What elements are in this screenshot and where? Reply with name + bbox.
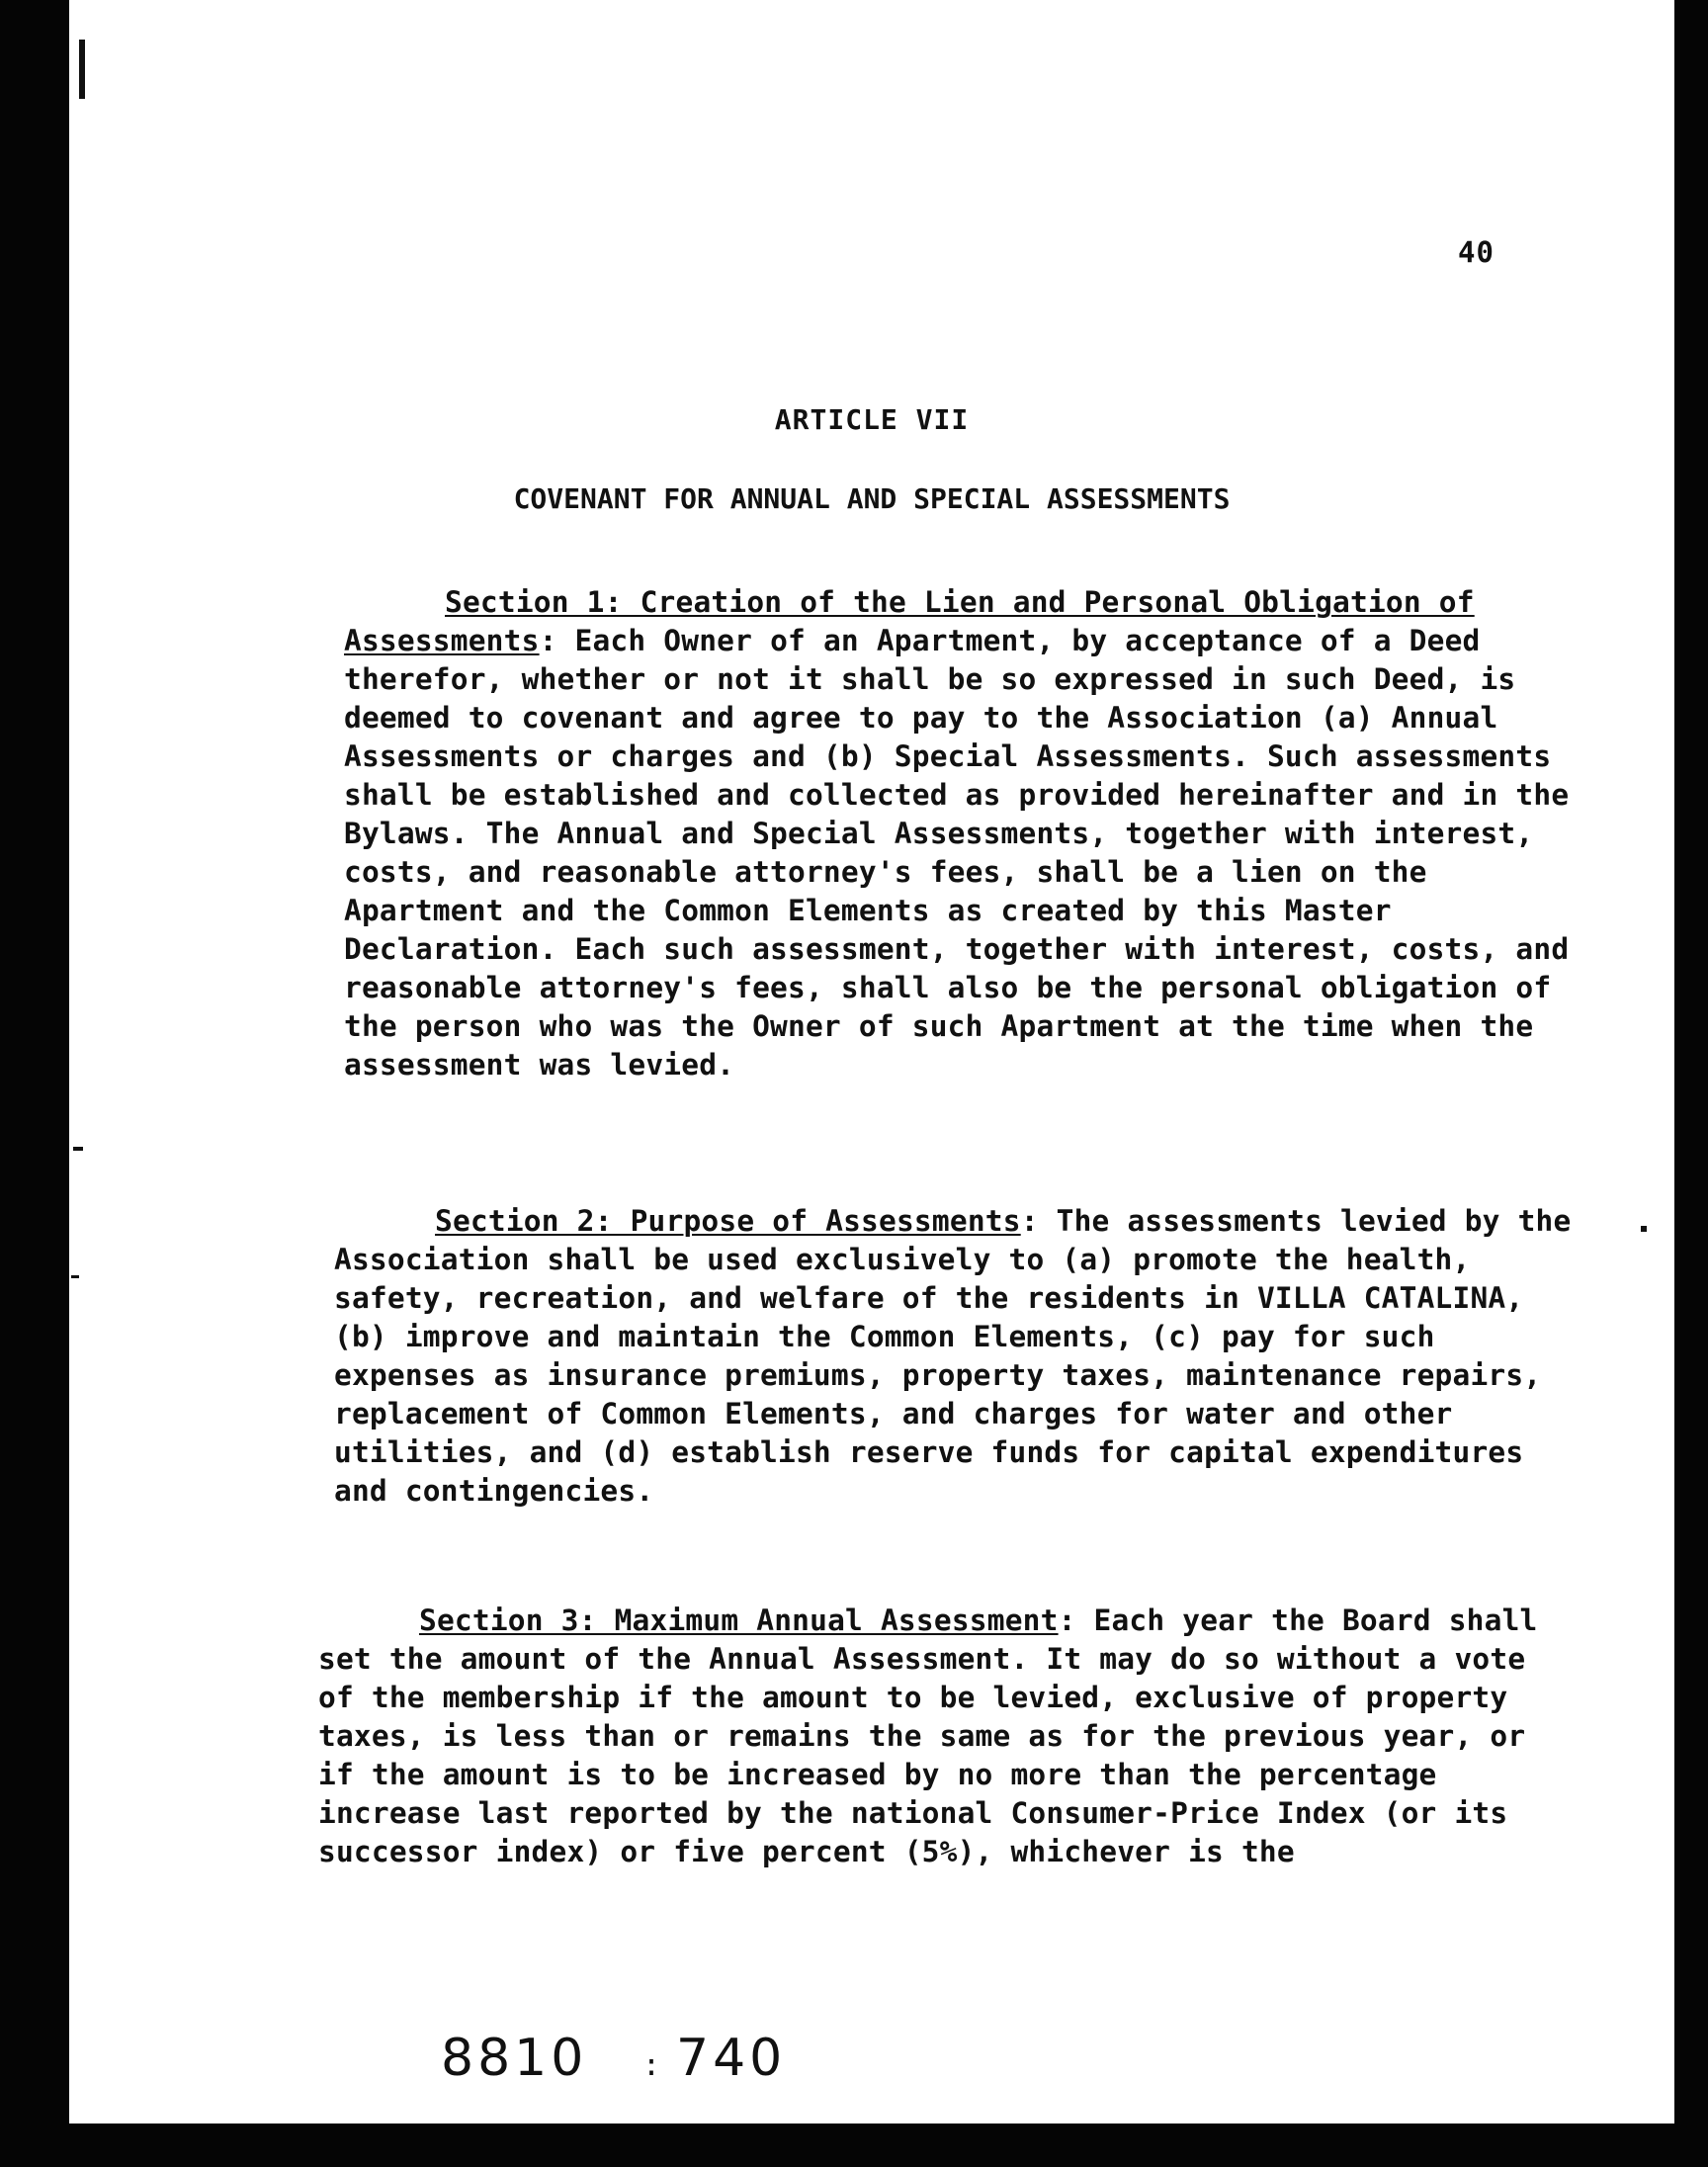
scan-border-bottom [0, 2124, 1708, 2167]
recording-page-stamp: 740 [676, 2029, 787, 2088]
article-title: ARTICLE VII [774, 403, 970, 436]
section-1-heading: Section 1: Creation of the Lien and Personal Obligation of Assessments [344, 584, 1475, 657]
scan-speck [79, 40, 85, 99]
recording-book-number: 8810 [441, 2029, 588, 2088]
scan-speck [1641, 1226, 1647, 1232]
scan-speck [71, 1275, 79, 1278]
scan-border-left [0, 0, 69, 2167]
scan-speck [73, 1147, 83, 1151]
section-3-body: : Each year the Board shall set the amount of the Annual Assessment. It may do so without a vote of the membership if the amount to be levied, exclusive of property taxes, is less than or remains the same as for the previous year, or if the amount is to be increased by no more than the percentage increase last reported by the national Consumer-Price Index (or its successor index) or five percent (5%), whichever is the [318, 1603, 1538, 1868]
stamp-separator: : [642, 2048, 661, 2083]
document-page [69, 0, 1674, 2124]
section-3-paragraph [318, 1602, 1564, 1871]
section-3-heading: Section 3: Maximum Annual Assessment [419, 1603, 1059, 1637]
section-1-body: : Each Owner of an Apartment, by acceptance of a Deed therefor, whether or not it shall be so expressed in such Deed, is deemed to covenant and agree to pay to the Association (a) Annual Assessments or charges and (b) Special Assessments. Such assessments shall be established and collected as provided hereinafter and in the Bylaws. The Annual and Special Assessments, together with interest, costs, and reasonable attorney's fees, shall be a lien on the Apartment and the Common Elements as created by this Master Declaration. Each such assessment, together with interest, costs, and reasonable attorney's fees, shall also be the personal obligation of the person who was the Owner of such Apartment at the time when the assessment was levied. [344, 623, 1570, 1082]
section-2-body: : The assessments levied by the Association shall be used exclusively to (a) promote the health, safety, recreation, and welfare of the residents in VILLA CATALINA, (b) improve and maintain the Common Elements, (c) pay for such expenses as insurance premiums, property taxes, maintenance repairs, replacement of Common Elements, and charges for water and other utilities, and (d) establish reserve funds for capital expenditures and contingencies. [334, 1203, 1572, 1508]
page-number: 40 [1458, 235, 1494, 269]
section-2-heading: Section 2: Purpose of Assessments [435, 1203, 1021, 1238]
section-1-paragraph [344, 583, 1589, 1084]
scan-border-right [1674, 0, 1708, 2167]
section-2-paragraph [334, 1202, 1580, 1511]
covenant-title: COVENANT FOR ANNUAL AND SPECIAL ASSESSMENTS [513, 482, 1231, 515]
